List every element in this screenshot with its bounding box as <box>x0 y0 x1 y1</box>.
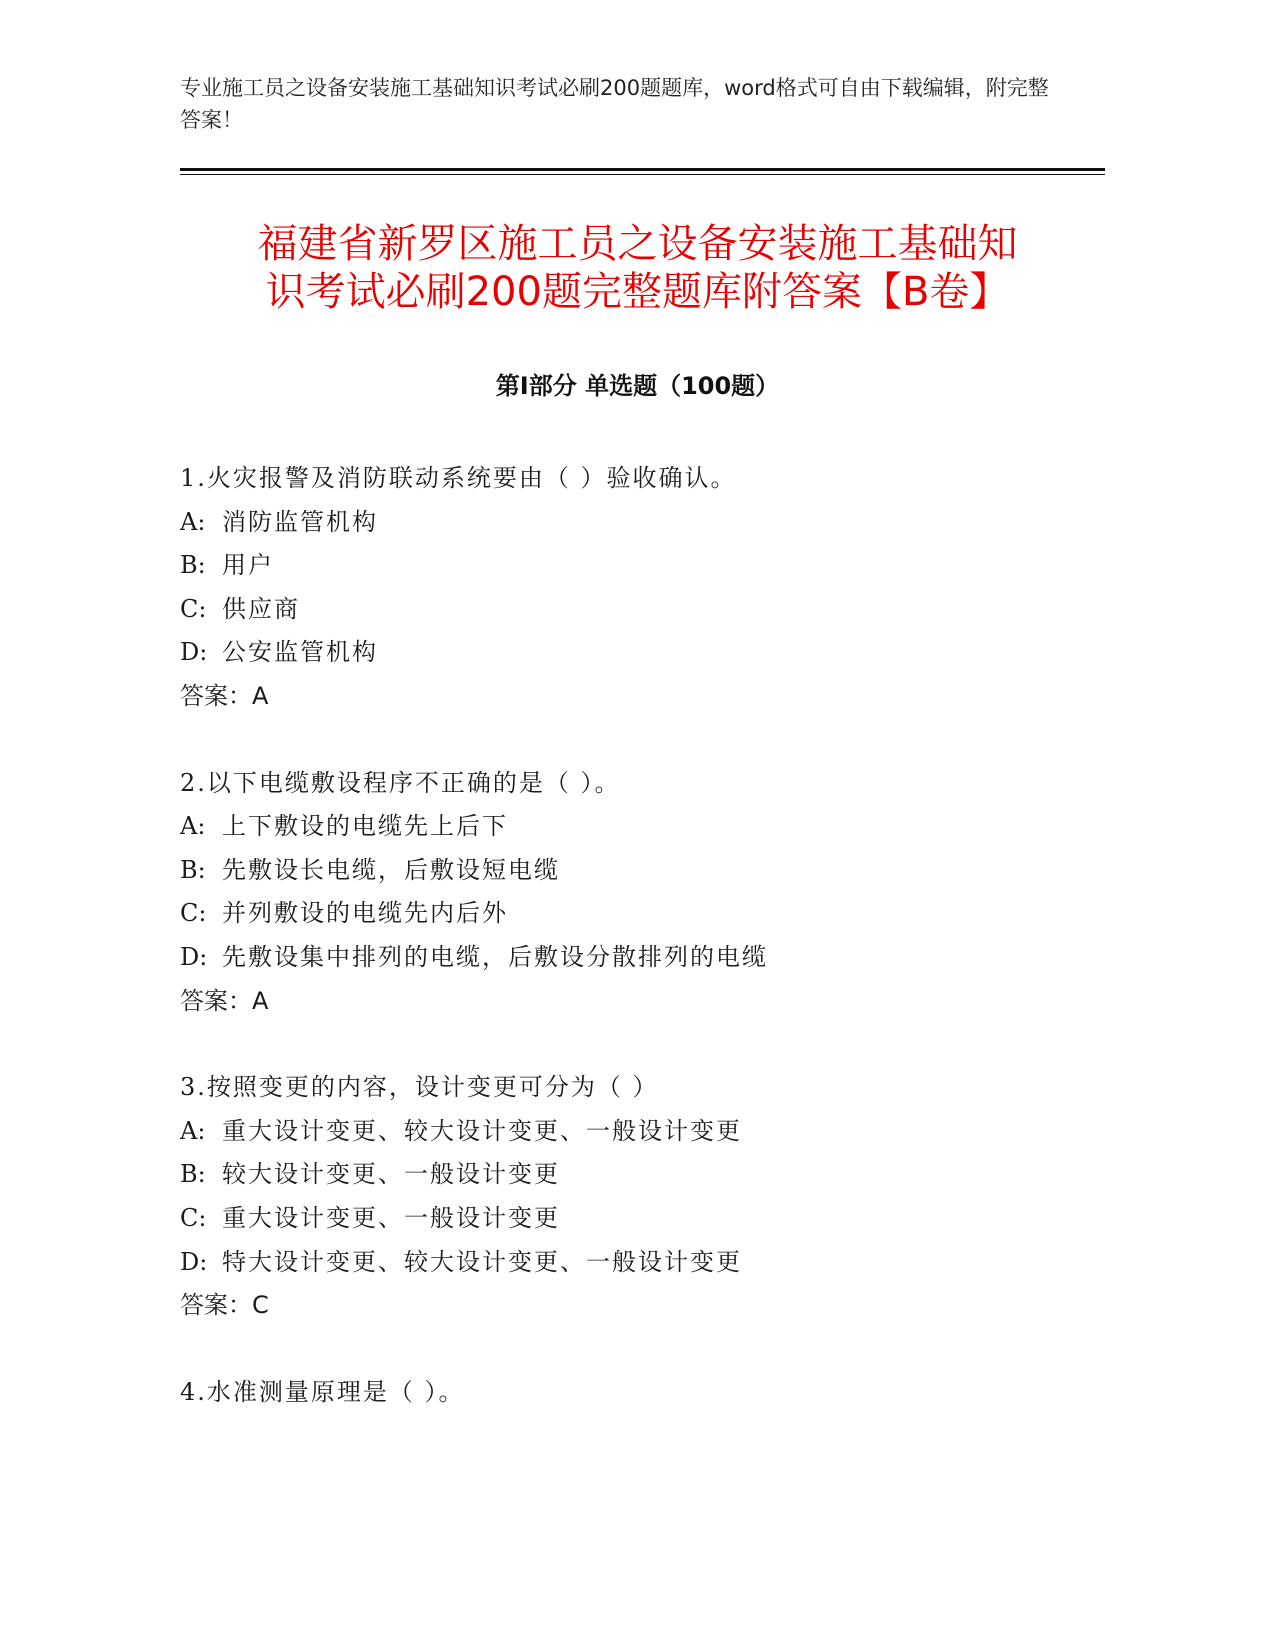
option-letter: D: <box>180 1247 208 1276</box>
question-stem: 1.火灾报警及消防联动系统要由（ ）验收确认。 <box>180 464 737 492</box>
document-title-line-1: 福建省新罗区施工员之设备安装施工基础知 <box>257 221 1018 267</box>
option-text: 并列敷设的电缆先内后外 <box>222 899 508 928</box>
question-stem: 2.以下电缆敷设程序不正确的是（ ）。 <box>180 768 621 797</box>
option-letter: A: <box>180 812 206 841</box>
option-letter: A: <box>180 507 206 536</box>
answer: 答案：A <box>180 986 269 1015</box>
option-c <box>180 588 1110 632</box>
header-note: 专业施工员之设备安装施工基础知识考试必刷200题题库，word格式可自由下载编辑，附完整答案！ <box>180 76 1049 132</box>
option-b <box>180 1153 1110 1197</box>
header-divider-thin <box>180 174 1105 175</box>
question-3 <box>180 1066 1110 1328</box>
document-title-line-2: 识考试必刷200题完整题库附答案【B卷】 <box>265 269 1010 315</box>
question-stem: 4.水准测量原理是（ ）。 <box>180 1377 465 1406</box>
option-d <box>180 936 1110 980</box>
option-letter: D: <box>180 942 208 971</box>
question-1 <box>180 457 1110 719</box>
option-a <box>180 501 1110 545</box>
option-text: 上下敷设的电缆先上后下 <box>222 812 508 841</box>
option-a <box>180 1110 1110 1154</box>
section-title: 第Ⅰ部分 单选题（100题） <box>495 372 780 400</box>
option-text: 较大设计变更、一般设计变更 <box>222 1160 560 1189</box>
option-letter: C: <box>180 594 207 623</box>
option-text: 重大设计变更、一般设计变更 <box>222 1203 560 1232</box>
option-letter: B: <box>180 1160 206 1189</box>
option-text: 重大设计变更、较大设计变更、一般设计变更 <box>222 1116 742 1145</box>
option-letter: C: <box>180 1203 207 1232</box>
option-a <box>180 805 1110 849</box>
question-list <box>180 457 1110 1457</box>
document-title <box>150 220 1125 316</box>
option-text: 供应商 <box>222 594 300 623</box>
option-letter: B: <box>180 551 206 580</box>
option-text: 公安监管机构 <box>222 638 378 667</box>
option-c <box>180 892 1110 936</box>
option-b <box>180 849 1110 893</box>
question-stem: 3.按照变更的内容，设计变更可分为（ ） <box>180 1073 659 1102</box>
option-letter: B: <box>180 855 206 884</box>
option-text: 先敷设长电缆，后敷设短电缆 <box>222 855 560 884</box>
question-2 <box>180 762 1110 1024</box>
option-letter: D: <box>180 638 208 667</box>
question-4 <box>180 1371 1110 1415</box>
answer: 答案：C <box>180 1291 269 1320</box>
option-text: 先敷设集中排列的电缆，后敷设分散排列的电缆 <box>222 942 768 971</box>
option-text: 消防监管机构 <box>222 507 378 536</box>
answer: 答案：A <box>180 681 269 710</box>
option-d <box>180 631 1110 675</box>
option-c <box>180 1197 1110 1241</box>
header-divider-thick <box>180 168 1105 171</box>
option-d <box>180 1241 1110 1285</box>
option-letter: C: <box>180 899 207 928</box>
option-text: 用户 <box>222 551 274 580</box>
option-b <box>180 544 1110 588</box>
option-text: 特大设计变更、较大设计变更、一般设计变更 <box>222 1247 742 1276</box>
option-letter: A: <box>180 1116 206 1145</box>
